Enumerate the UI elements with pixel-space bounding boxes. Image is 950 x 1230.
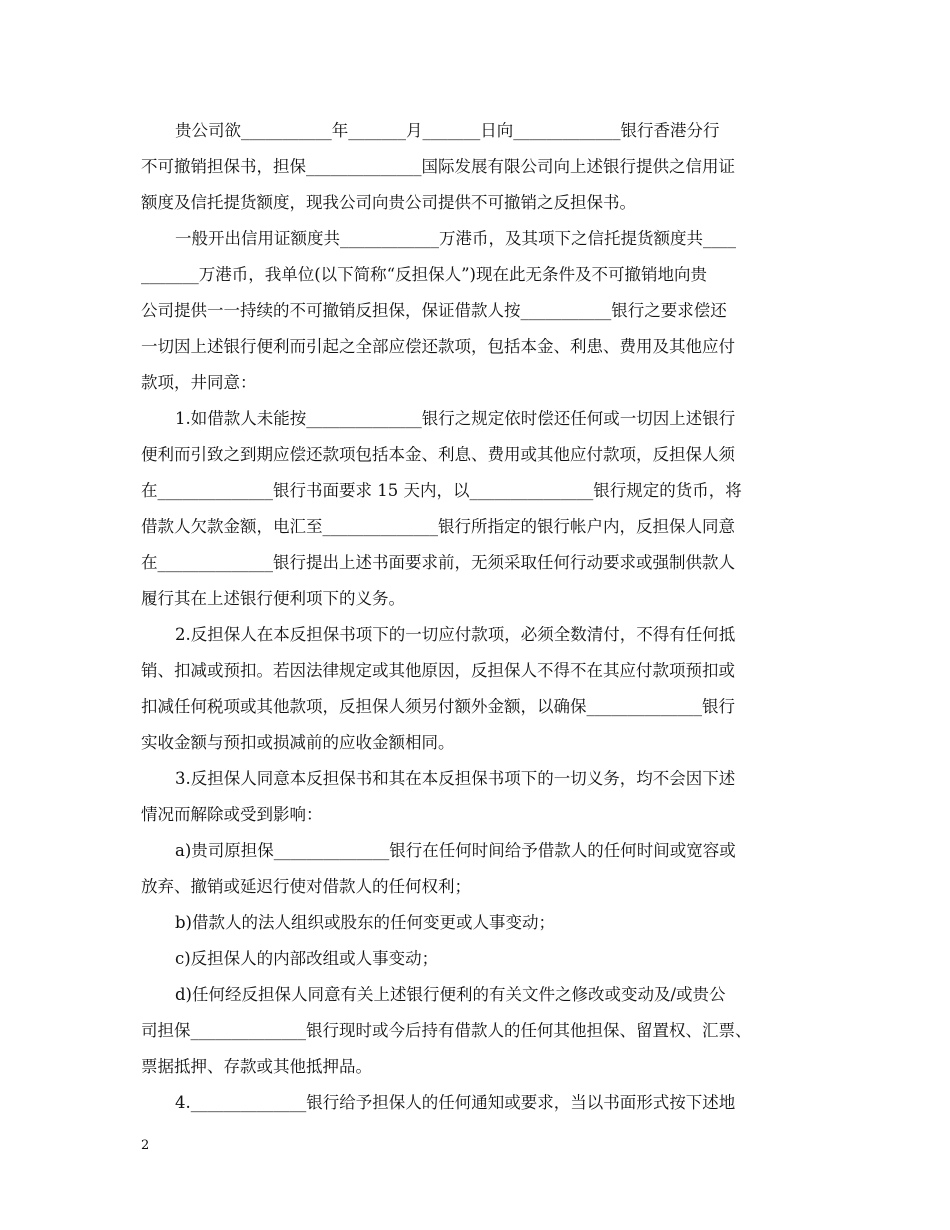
clause-2-line: 实收金额与预扣或损减前的应收金额相同。 (141, 733, 455, 752)
clause-1-line: 在______________银行书面要求 15 天内，以_______________银行规定的货币，将 (141, 481, 742, 500)
clause-1-line: 便利而引致之到期应偿还款项包括本金、利息、费用或其他应付款项，反担保人须 (141, 445, 735, 464)
paragraph-line: 贵公司欲___________年_______月_______日向_____________银行香港分行 (175, 121, 720, 140)
clause-3-line: 情况而解除或受到影响： (141, 805, 323, 824)
clause-1-line: 借款人欠款金额，电汇至______________银行所指定的银行帐户内，反担保人同意 (141, 517, 735, 536)
paragraph-line: 一般开出信用证额度共____________万港币，及其项下之信托提货额度共____ (175, 229, 736, 248)
paragraph-line: 公司提供一一持续的不可撤销反担保，保证借款人按___________银行之要求偿还 (141, 301, 727, 320)
clause-3b-line: b)借款人的法人组织或股东的任何变更或人事变动； (175, 913, 555, 932)
clause-1-line: 1.如借款人未能按______________银行之规定依时偿还任何或一切因上述银行 (175, 409, 736, 428)
clause-3d-line: 票据抵押、存款或其他抵押品。 (141, 1057, 372, 1076)
page-number: 2 (141, 1138, 150, 1153)
clause-3d-line: 司担保______________银行现时或今后持有借款人的任何其他担保、留置权、汇票、 (141, 1021, 752, 1040)
clause-3-line: 3.反担保人同意本反担保书和其在本反担保书项下的一切义务，均不会因下述 (175, 769, 736, 788)
paragraph-line: 额度及信托提货额度，现我公司向贵公司提供不可撤销之反担保书。 (141, 193, 636, 212)
clause-1-line: 履行其在上述银行便利项下的义务。 (141, 589, 405, 608)
paragraph-line: 不可撤销担保书，担保______________国际发展有限公司向上述银行提供之信用证 (141, 157, 735, 176)
clause-3c-line: c)反担保人的内部改组或人事变动； (175, 949, 439, 968)
paragraph-line: 一切因上述银行便利而引起之全部应偿还款项，包括本金、利患、费用及其他应付 (141, 337, 735, 356)
paragraph-line: 款项，井同意： (141, 373, 257, 392)
clause-2-line: 销、扣减或预扣。若因法律规定或其他原因，反担保人不得不在其应付款项预扣或 (141, 661, 735, 680)
clause-3a-line: a)贵司原担保______________银行在任何时间给予借款人的任何时间或宽容或 (175, 841, 736, 860)
paragraph-line: _______万港币，我单位(以下简称“反担保人”)现在此无条件及不可撤销地向贵 (141, 265, 707, 284)
clause-2-line: 扣减任何税项或其他款项，反担保人须另付额外金额，以确保______________银行 (141, 697, 735, 716)
clause-1-line: 在______________银行提出上述书面要求前，无须采取任何行动要求或强制供款人 (141, 553, 735, 572)
clause-2-line: 2.反担保人在本反担保书项下的一切应付款项，必须全数清付，不得有任何抵 (175, 625, 736, 644)
clause-3d-line: d)任何经反担保人同意有关上述银行便利的有关文件之修改或变动及/或贵公 (175, 985, 726, 1004)
clause-3a-line: 放弃、撤销或延迟行使对借款人的任何权利； (141, 877, 471, 896)
clause-4-line: 4.______________银行给予担保人的任何通知或要求，当以书面形式按下述地 (175, 1093, 736, 1112)
